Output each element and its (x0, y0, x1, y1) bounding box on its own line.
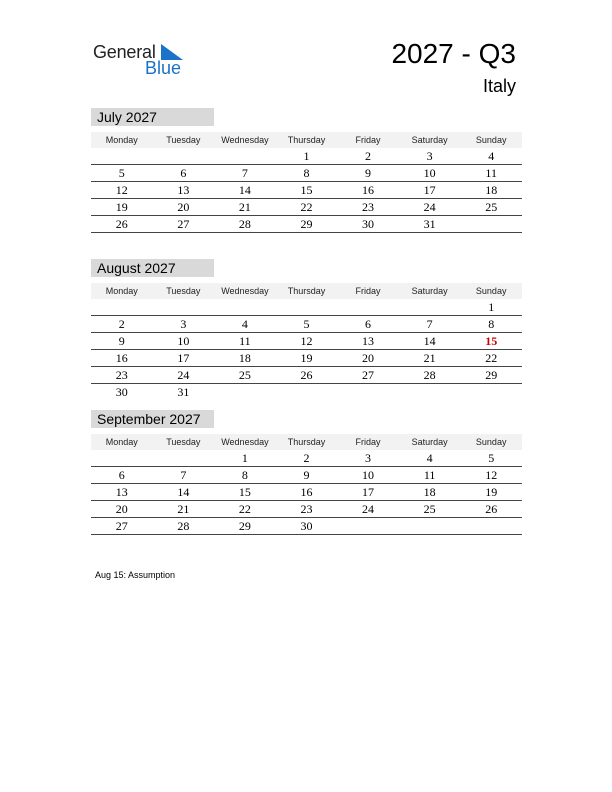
day-cell: 15 (276, 182, 338, 199)
week-row (91, 199, 522, 216)
week-row (91, 316, 522, 333)
day-cell: 18 (399, 484, 461, 501)
week-row (91, 367, 522, 384)
day-cell: 20 (337, 350, 399, 367)
week-row (91, 299, 522, 316)
day-cell: 31 (399, 216, 461, 233)
day-cell (460, 384, 522, 401)
weekday-header: Thursday (276, 283, 338, 299)
day-cell: 4 (460, 148, 522, 165)
weekday-header: Monday (91, 283, 153, 299)
day-cell: 31 (177, 384, 190, 399)
day-cell (153, 299, 215, 316)
weekday-header: Sunday (460, 434, 522, 450)
week-row (91, 484, 522, 501)
day-cell (337, 384, 399, 401)
day-cell: 26 (91, 216, 153, 233)
day-cell: 8 (460, 316, 522, 333)
weekday-header: Monday (91, 434, 153, 450)
day-cell: 10 (399, 165, 461, 182)
month-label: August 2027 (91, 259, 214, 277)
day-cell: 24 (399, 199, 461, 216)
day-cell: 25 (214, 367, 276, 384)
weekday-header: Saturday (399, 283, 461, 299)
day-cell: 18 (460, 182, 522, 199)
day-cell: 20 (91, 501, 153, 518)
day-cell: 9 (91, 333, 153, 350)
day-cell: 7 (399, 316, 461, 333)
day-cell: 21 (153, 501, 215, 518)
day-cell: 1 (460, 299, 522, 316)
day-cell (460, 518, 522, 535)
week-row (91, 450, 522, 467)
weekday-header: Friday (337, 434, 399, 450)
day-cell: 24 (337, 501, 399, 518)
day-cell: 26 (276, 367, 338, 384)
calendar-table (91, 434, 522, 535)
day-cell: 14 (399, 333, 461, 350)
weekday-header: Sunday (460, 283, 522, 299)
day-cell: 22 (460, 350, 522, 367)
weekday-header: Wednesday (214, 132, 276, 148)
day-cell: 14 (214, 182, 276, 199)
day-cell: 30 (115, 384, 128, 399)
day-cell: 29 (214, 518, 276, 535)
month-label: July 2027 (91, 108, 214, 126)
day-cell: 11 (399, 467, 461, 484)
day-cell: 16 (337, 182, 399, 199)
weekday-header: Wednesday (214, 434, 276, 450)
day-cell: 9 (337, 165, 399, 182)
day-cell: 26 (460, 501, 522, 518)
day-cell (91, 450, 153, 467)
day-cell (91, 148, 153, 165)
day-cell: 8 (276, 165, 338, 182)
day-cell: 9 (276, 467, 338, 484)
day-cell: 3 (337, 450, 399, 467)
day-cell (399, 299, 461, 316)
weekday-header: Wednesday (214, 283, 276, 299)
weekday-header: Friday (337, 132, 399, 148)
day-cell: 16 (91, 350, 153, 367)
week-row (91, 501, 522, 518)
week-row (91, 333, 522, 350)
day-cell: 15 (214, 484, 276, 501)
day-cell: 13 (337, 333, 399, 350)
country-name: Italy (482, 76, 516, 96)
day-cell: 30 (276, 518, 338, 535)
day-cell: 4 (399, 450, 461, 467)
week-row (91, 384, 522, 401)
weekday-header: Tuesday (153, 132, 215, 148)
week-row (91, 350, 522, 367)
day-cell: 5 (276, 316, 338, 333)
day-cell: 11 (214, 333, 276, 350)
day-cell: 15 (460, 333, 522, 350)
day-cell: 30 (337, 216, 399, 233)
month-block-september (91, 410, 522, 535)
day-cell: 28 (399, 367, 461, 384)
calendar-table (91, 283, 522, 400)
day-cell: 4 (214, 316, 276, 333)
week-row (91, 148, 522, 165)
day-cell: 14 (153, 484, 215, 501)
logo-blue-text: Blue (145, 58, 182, 78)
week-row (91, 182, 522, 199)
day-cell: 27 (337, 367, 399, 384)
day-cell: 28 (153, 518, 215, 535)
weekday-header-row (91, 434, 522, 450)
day-cell: 5 (460, 450, 522, 467)
day-cell: 8 (214, 467, 276, 484)
day-cell: 19 (276, 350, 338, 367)
day-cell: 22 (214, 501, 276, 518)
day-cell: 16 (276, 484, 338, 501)
weekday-header: Tuesday (153, 434, 215, 450)
day-cell: 29 (460, 367, 522, 384)
day-cell: 17 (153, 350, 215, 367)
day-cell (91, 299, 153, 316)
day-cell: 13 (91, 484, 153, 501)
day-cell (276, 299, 338, 316)
month-block-july (91, 108, 522, 233)
month-label: September 2027 (91, 410, 214, 428)
day-cell: 7 (214, 165, 276, 182)
day-cell: 7 (153, 467, 215, 484)
day-cell: 22 (276, 199, 338, 216)
day-cell: 10 (337, 467, 399, 484)
day-cell: 27 (153, 216, 215, 233)
weekday-header: Monday (91, 132, 153, 148)
day-cell: 1 (214, 450, 276, 467)
day-cell: 23 (91, 367, 153, 384)
day-cell: 21 (399, 350, 461, 367)
weekday-header-row (91, 132, 522, 148)
day-cell (399, 518, 461, 535)
calendar-table (91, 132, 522, 233)
weekday-header: Sunday (460, 132, 522, 148)
day-cell: 29 (276, 216, 338, 233)
day-cell: 19 (91, 199, 153, 216)
day-cell (214, 384, 276, 401)
day-cell: 27 (91, 518, 153, 535)
day-cell: 1 (276, 148, 338, 165)
day-cell (214, 148, 276, 165)
day-cell: 28 (214, 216, 276, 233)
day-cell: 19 (460, 484, 522, 501)
holiday-note: Aug 15: Assumption (95, 570, 176, 580)
day-cell: 3 (399, 148, 461, 165)
day-cell: 25 (460, 199, 522, 216)
day-cell (153, 450, 215, 467)
day-cell: 20 (153, 199, 215, 216)
day-cell: 13 (153, 182, 215, 199)
week-row (91, 518, 522, 535)
day-cell (337, 518, 399, 535)
day-cell: 3 (153, 316, 215, 333)
day-cell (337, 299, 399, 316)
day-cell: 12 (276, 333, 338, 350)
weekday-header: Friday (337, 283, 399, 299)
day-cell: 6 (91, 467, 153, 484)
day-cell: 18 (214, 350, 276, 367)
day-cell: 17 (337, 484, 399, 501)
day-cell: 10 (153, 333, 215, 350)
day-cell (399, 384, 461, 401)
page-title: 2027 - Q3 (391, 38, 516, 69)
weekday-header: Thursday (276, 434, 338, 450)
day-cell: 6 (337, 316, 399, 333)
logo-general-text: General (93, 42, 156, 62)
day-cell (276, 384, 338, 401)
day-cell: 12 (91, 182, 153, 199)
week-row (91, 467, 522, 484)
day-cell: 12 (460, 467, 522, 484)
day-cell: 6 (153, 165, 215, 182)
day-cell: 25 (399, 501, 461, 518)
day-cell (153, 148, 215, 165)
month-block-august (91, 259, 522, 400)
day-cell: 2 (337, 148, 399, 165)
day-cell: 5 (91, 165, 153, 182)
day-cell: 2 (276, 450, 338, 467)
weekday-header: Saturday (399, 132, 461, 148)
logo (93, 42, 193, 78)
weekday-header: Thursday (276, 132, 338, 148)
day-cell: 17 (399, 182, 461, 199)
weekday-header-row (91, 283, 522, 299)
day-cell: 2 (91, 316, 153, 333)
week-row (91, 165, 522, 182)
day-cell (214, 299, 276, 316)
day-cell: 23 (276, 501, 338, 518)
day-cell: 24 (153, 367, 215, 384)
day-cell: 21 (214, 199, 276, 216)
day-cell: 23 (337, 199, 399, 216)
weekday-header: Tuesday (153, 283, 215, 299)
week-row (91, 216, 522, 233)
day-cell (460, 216, 522, 233)
weekday-header: Saturday (399, 434, 461, 450)
day-cell: 11 (460, 165, 522, 182)
